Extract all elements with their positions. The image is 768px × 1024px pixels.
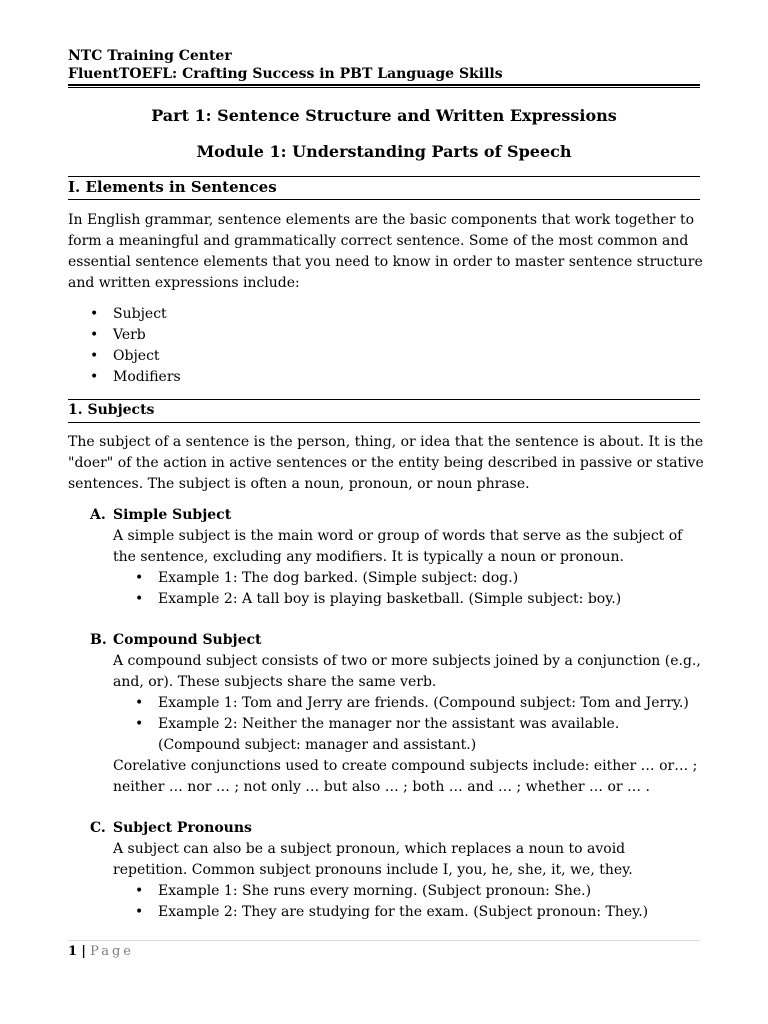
subsection-letter: B. bbox=[90, 632, 107, 648]
footer-separator: | bbox=[81, 944, 86, 959]
subsection-compound-subject bbox=[90, 630, 702, 798]
header-organization: NTC Training Center bbox=[68, 48, 232, 64]
header-course-title: FluentTOEFL: Crafting Success in PBT Language Skills bbox=[68, 66, 503, 82]
subsection-subject-pronouns bbox=[90, 818, 702, 923]
list-item: • Example 2: A tall boy is playing basketball. (Simple subject: boy.) bbox=[90, 589, 702, 610]
module-title: Module 1: Understanding Parts of Speech bbox=[196, 142, 572, 161]
subsection-text: A compound subject consists of two or more subjects joined by a conjunction (e.g., and, or). These subjects share the same verb. bbox=[113, 653, 701, 690]
subsection-title: Subject Pronouns bbox=[113, 820, 252, 836]
elements-intro-paragraph: In English grammar, sentence elements are the basic components that work together to form a meaningful and grammatically correct sentence. Some of the most common and essential sentence elements that you need to know in order to master sentence structure and written expressions include: bbox=[68, 212, 703, 291]
part-title: Part 1: Sentence Structure and Written Expressions bbox=[151, 106, 617, 125]
elements-list bbox=[68, 304, 181, 388]
subsection-title: Simple Subject bbox=[113, 507, 232, 523]
subsection-note: Corelative conjunctions used to create compound subjects include: either … or… ; neither … nor … ; not only … but also … ; both … and … ; whether … or … . bbox=[113, 758, 698, 795]
section-heading-subjects: 1. Subjects bbox=[68, 399, 700, 423]
header-rule bbox=[68, 84, 700, 88]
list-item: • Example 2: They are studying for the exam. (Subject pronoun: They.) bbox=[90, 902, 702, 923]
subsection-text: A simple subject is the main word or group of words that serve as the subject of the sentence, excluding any modifiers. It is typically a noun or pronoun. bbox=[113, 528, 683, 565]
section-heading-elements: I. Elements in Sentences bbox=[68, 176, 700, 200]
list-item: • Verb bbox=[68, 325, 181, 346]
example-list bbox=[90, 693, 702, 756]
example-list bbox=[90, 881, 702, 923]
subjects-intro-paragraph: The subject of a sentence is the person, thing, or idea that the sentence is about. It is the "doer" of the action in active sentences or the entity being described in passive or stative sentences. The subject is often a noun, pronoun, or noun phrase. bbox=[68, 434, 704, 492]
document-header bbox=[68, 47, 700, 83]
list-item: • Object bbox=[68, 346, 181, 367]
footer-rule bbox=[68, 940, 700, 941]
subsection-letter: C. bbox=[90, 820, 106, 836]
list-item: • Modifiers bbox=[68, 367, 181, 388]
page-footer bbox=[68, 944, 134, 959]
list-item: • Example 1: The dog barked. (Simple subject: dog.) bbox=[90, 568, 702, 589]
subsection-simple-subject bbox=[90, 505, 702, 610]
list-item: • Example 1: She runs every morning. (Subject pronoun: She.) bbox=[90, 881, 702, 902]
subsection-text: A subject can also be a subject pronoun, which replaces a noun to avoid repetition. Common subject pronouns include I, you, he, she, it, we, they. bbox=[113, 841, 633, 878]
list-item: • Subject bbox=[68, 304, 181, 325]
list-item: • Example 2: Neither the manager nor the assistant was available. (Compound subject: manager and assistant.) bbox=[90, 714, 702, 756]
subsection-title: Compound Subject bbox=[113, 632, 262, 648]
subsection-letter: A. bbox=[90, 507, 106, 523]
page-label: Page bbox=[90, 944, 134, 959]
list-item: • Example 1: Tom and Jerry are friends. (Compound subject: Tom and Jerry.) bbox=[90, 693, 702, 714]
example-list bbox=[90, 568, 702, 610]
page-number: 1 bbox=[68, 944, 78, 959]
